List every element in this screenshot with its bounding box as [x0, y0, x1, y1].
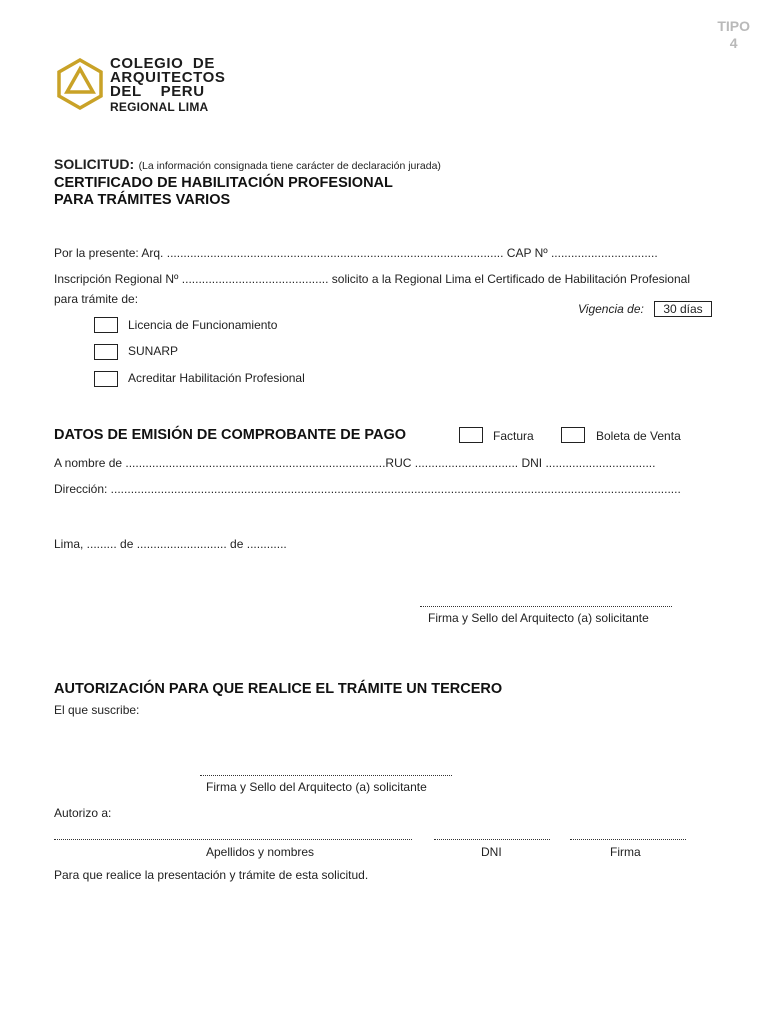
firma1-label: Firma y Sello del Arquitecto (a) solicitante	[428, 611, 649, 625]
firma-line[interactable]	[570, 839, 686, 840]
closing-text: Para que realice la presentación y trámite de esta solicitud.	[54, 868, 369, 882]
direccion-line[interactable]: Dirección: ...........................................................................................................................................................................	[54, 482, 681, 496]
colegio-emblem-icon	[56, 58, 104, 110]
logo-line-1: COLEGIO DE	[110, 55, 215, 72]
certificado-title-2: PARA TRÁMITES VARIOS	[54, 192, 231, 208]
boleta-label: Boleta de Venta	[596, 429, 681, 443]
certificado-title-1: CERTIFICADO DE HABILITACIÓN PROFESIONAL	[54, 175, 393, 191]
option-acreditar-label: Acreditar Habilitación Profesional	[128, 371, 305, 385]
firma-label: Firma	[610, 845, 641, 859]
inscripcion-line[interactable]: Inscripción Regional Nº ............................................ solicito a la Regional Lima el Certificado de Habilitación Profesional	[54, 272, 690, 286]
arq-cap-line[interactable]: Por la presente: Arq. ..................................................................................................... CAP Nº ................................	[54, 246, 658, 260]
checkbox-factura[interactable]	[459, 427, 483, 443]
apellidos-label: Apellidos y nombres	[206, 845, 315, 859]
nombre-ruc-dni-line[interactable]: A nombre de ..............................................................................RUC ............................... DNI .................................	[54, 456, 656, 470]
checkbox-sunarp[interactable]	[94, 344, 118, 360]
logo-line-3: DEL PERU	[110, 83, 205, 100]
tipo-label	[717, 18, 750, 52]
logo-text	[110, 57, 226, 114]
solicitud-label: SOLICITUD:	[54, 156, 135, 172]
tramite-label: para trámite de:	[54, 292, 139, 306]
logo-line-2: ARQUITECTOS	[110, 69, 226, 86]
logo-line-4: REGIONAL LIMA	[110, 100, 209, 114]
autorizacion-title: AUTORIZACIÓN PARA QUE REALICE EL TRÁMITE UN TERCERO	[54, 681, 503, 697]
option-licencia-label: Licencia de Funcionamiento	[128, 318, 278, 332]
tipo-number: 4	[729, 35, 738, 51]
dni-line[interactable]	[434, 839, 550, 840]
apellidos-line[interactable]	[54, 839, 412, 840]
pago-title: DATOS DE EMISIÓN DE COMPROBANTE DE PAGO	[54, 427, 407, 443]
dni-label: DNI	[481, 845, 502, 859]
vigencia-value: 30 días	[654, 301, 712, 317]
vigencia-label: Vigencia de:	[578, 302, 644, 316]
tipo-title: TIPO	[717, 18, 750, 34]
suscribe-label: El que suscribe:	[54, 703, 140, 717]
option-sunarp-label: SUNARP	[128, 344, 179, 358]
checkbox-boleta[interactable]	[561, 427, 585, 443]
autorizo-label: Autorizo a:	[54, 806, 112, 820]
fecha-line[interactable]: Lima, ......... de ........................... de ............	[54, 537, 287, 551]
firma1-signature-line[interactable]	[420, 606, 672, 607]
factura-label: Factura	[493, 429, 534, 443]
checkbox-licencia[interactable]	[94, 317, 118, 333]
firma2-signature-line[interactable]	[200, 775, 452, 776]
checkbox-acreditar[interactable]	[94, 371, 118, 387]
firma2-label: Firma y Sello del Arquitecto (a) solicitante	[206, 780, 427, 794]
solicitud-header	[54, 156, 441, 174]
solicitud-note: (La información consignada tiene carácter de declaración jurada)	[138, 160, 441, 172]
